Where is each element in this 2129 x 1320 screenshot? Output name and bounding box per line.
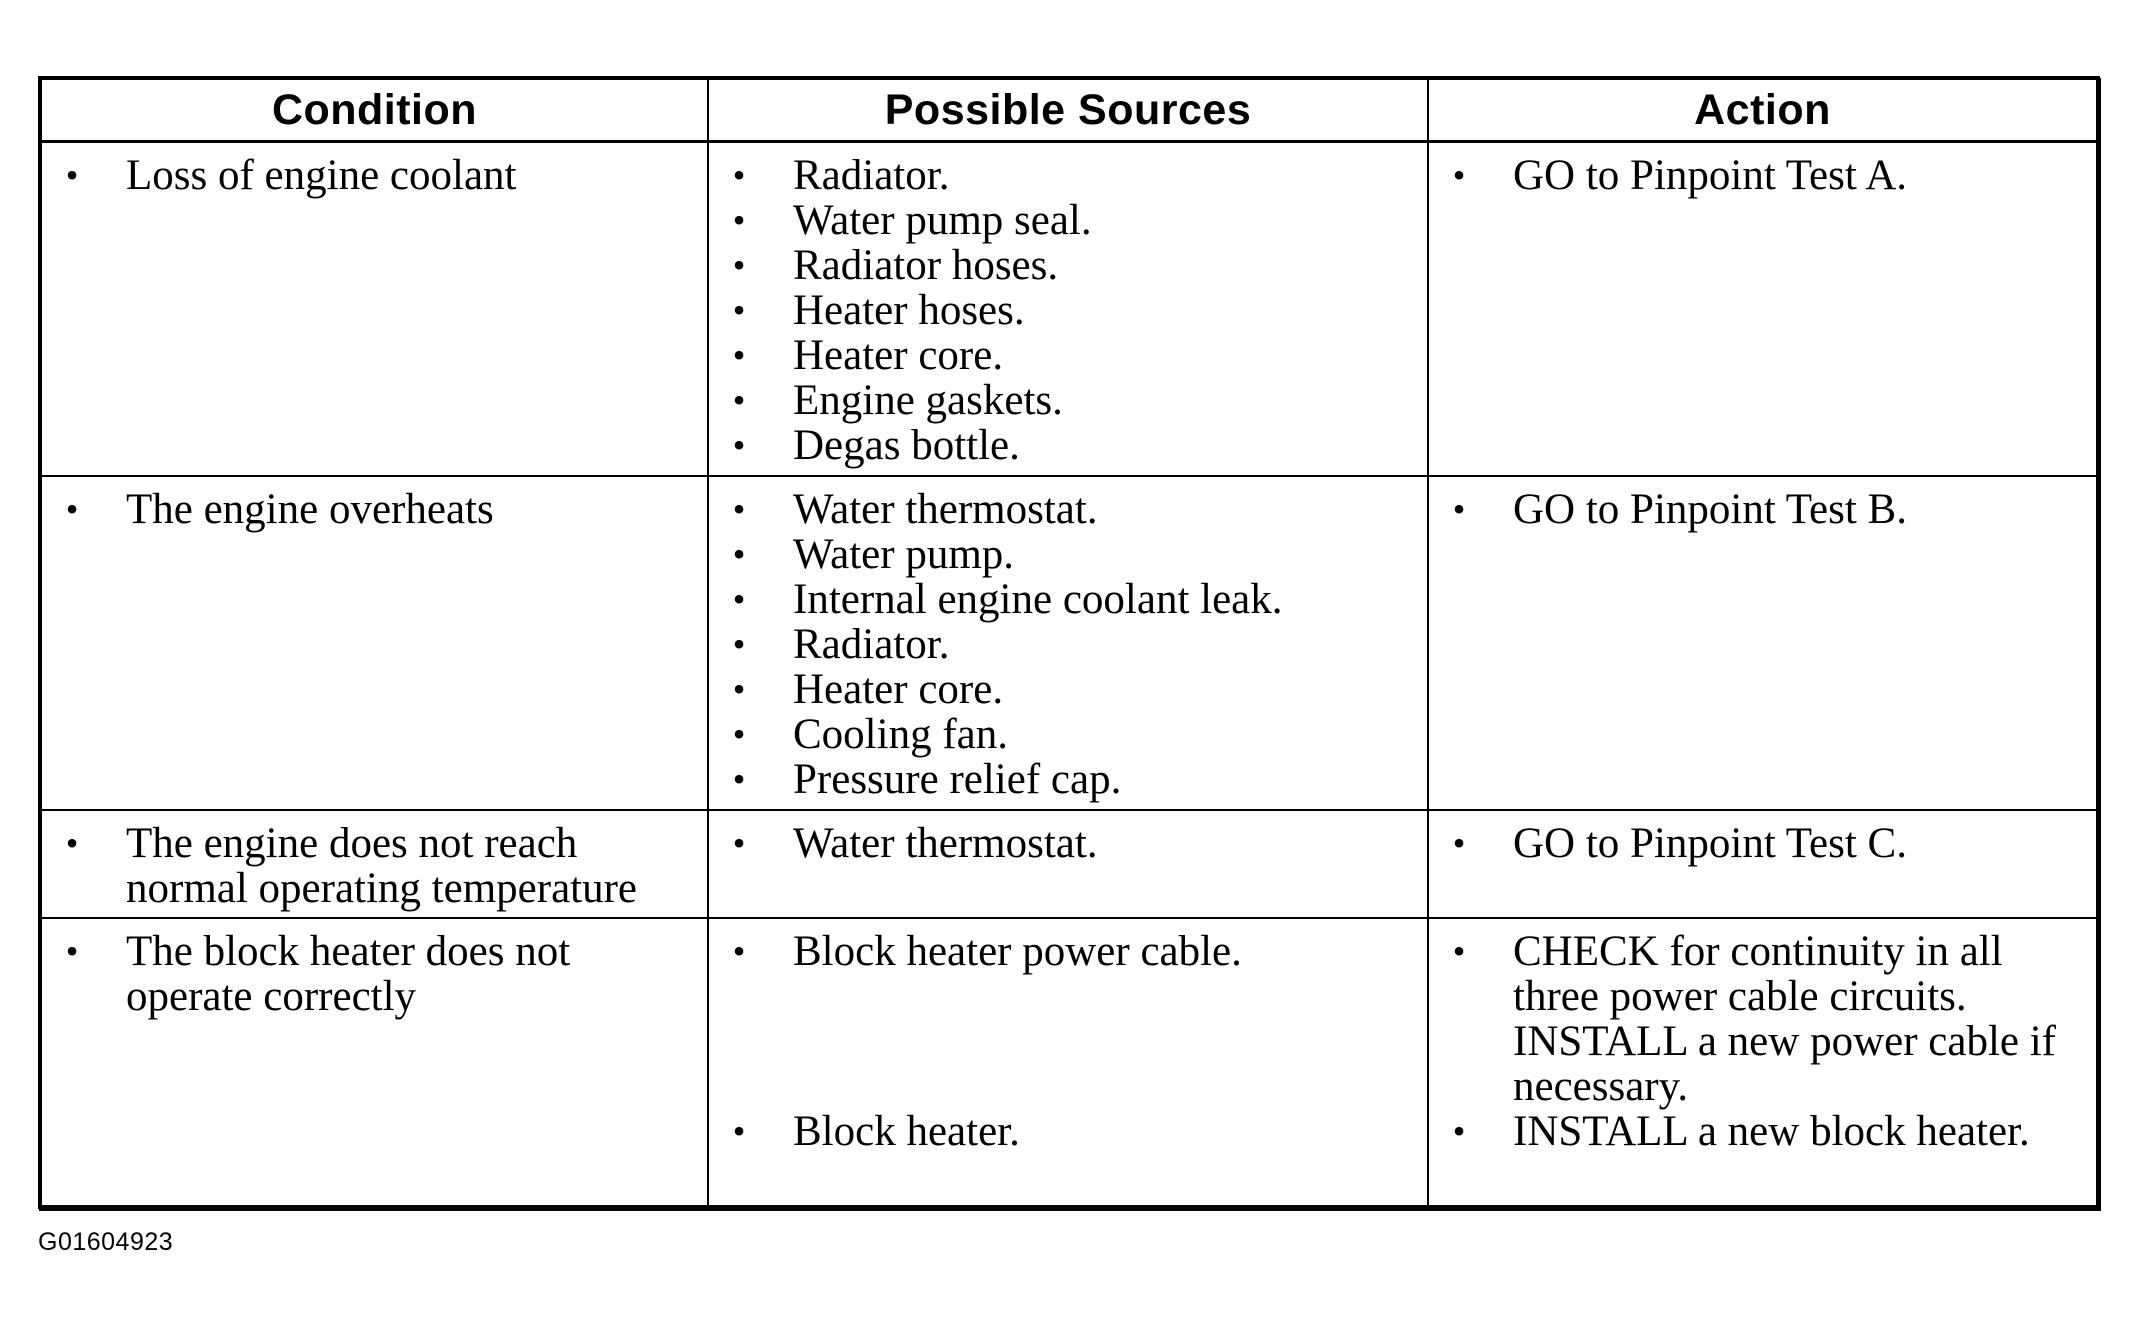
list-item <box>729 667 1417 712</box>
list-item <box>729 757 1417 802</box>
action-cell <box>1428 142 2098 477</box>
bullet-icon: • <box>732 200 746 240</box>
bullet-icon: • <box>65 489 79 529</box>
action-text: INSTALL a new block heater. <box>1513 1108 2030 1155</box>
source-text: Water pump. <box>793 531 1015 578</box>
list-item <box>729 577 1417 622</box>
source-text: Cooling fan. <box>793 711 1008 758</box>
list-item <box>1449 153 2086 198</box>
list-item <box>729 243 1417 288</box>
bullet-icon: • <box>732 534 746 574</box>
bullet-icon: • <box>732 669 746 709</box>
action-cell <box>1428 810 2098 918</box>
list-item <box>729 929 1417 974</box>
source-text: Radiator. <box>793 152 950 199</box>
source-text: Pressure relief cap. <box>793 756 1122 803</box>
condition-text: The engine overheats <box>126 486 494 533</box>
bullet-icon: • <box>732 380 746 420</box>
bullet-icon: • <box>732 155 746 195</box>
sources-cell <box>708 476 1428 810</box>
source-text: Heater hoses. <box>793 287 1025 334</box>
bullet-icon: • <box>1452 1111 1466 1151</box>
list-item <box>62 821 697 911</box>
list-item <box>729 712 1417 757</box>
action-text: CHECK for continuity in all three power cable circuits. INSTALL a new power cable if necessary. <box>1513 928 2057 1110</box>
source-text: Degas bottle. <box>793 422 1020 469</box>
bullet-icon: • <box>732 823 746 863</box>
bullet-icon: • <box>1452 823 1466 863</box>
condition-text: Loss of engine coolant <box>126 152 517 199</box>
source-text: Internal engine coolant leak. <box>793 576 1283 623</box>
bullet-icon: • <box>732 1111 746 1151</box>
list-item <box>729 532 1417 577</box>
list-item <box>729 333 1417 378</box>
source-text: Block heater. <box>793 1108 1020 1155</box>
action-text: GO to Pinpoint Test C. <box>1513 820 1907 867</box>
bullet-icon: • <box>1452 155 1466 195</box>
bullet-icon: • <box>732 245 746 285</box>
condition-text: The block heater does not operate correctly <box>126 928 571 1020</box>
figure-id: G01604923 <box>38 1228 174 1256</box>
bullet-icon: • <box>732 290 746 330</box>
list-item <box>729 153 1417 198</box>
source-text: Water thermostat. <box>793 820 1098 867</box>
bullet-icon: • <box>1452 489 1466 529</box>
list-item <box>729 288 1417 333</box>
list-item <box>1449 821 2086 866</box>
bullet-icon: • <box>732 714 746 754</box>
bullet-icon: • <box>732 579 746 619</box>
source-text: Radiator hoses. <box>793 242 1059 289</box>
table-row <box>40 142 2098 477</box>
sources-cell <box>708 810 1428 918</box>
source-text: Radiator. <box>793 621 950 668</box>
table-header-row <box>40 78 2098 142</box>
diagnosis-table <box>38 76 2100 1209</box>
sources-cell <box>708 918 1428 1207</box>
bullet-icon: • <box>732 335 746 375</box>
list-item <box>729 1109 1417 1154</box>
source-text: Heater core. <box>793 332 1004 379</box>
sources-cell <box>708 142 1428 477</box>
action-text: GO to Pinpoint Test B. <box>1513 486 1907 533</box>
source-text: Block heater power cable. <box>793 928 1242 975</box>
bullet-icon: • <box>732 931 746 971</box>
list-item <box>62 929 697 1019</box>
bullet-icon: • <box>732 489 746 529</box>
action-cell <box>1428 918 2098 1207</box>
list-item <box>729 198 1417 243</box>
bullet-icon: • <box>732 759 746 799</box>
list-item <box>1449 487 2086 532</box>
list-item <box>729 622 1417 667</box>
condition-text: The engine does not reach normal operating temperature <box>126 820 638 912</box>
condition-cell <box>40 476 708 810</box>
list-item <box>729 821 1417 866</box>
bullet-icon: • <box>732 624 746 664</box>
header-condition: Condition <box>40 78 708 142</box>
condition-cell <box>40 810 708 918</box>
source-text: Water thermostat. <box>793 486 1098 533</box>
source-text: Engine gaskets. <box>793 377 1063 424</box>
bullet-icon: • <box>65 823 79 863</box>
table-row <box>40 918 2098 1207</box>
table-row <box>40 810 2098 918</box>
bullet-icon: • <box>1452 931 1466 971</box>
list-item <box>729 378 1417 423</box>
list-item <box>1449 929 2086 1109</box>
list-item <box>1449 1109 2086 1154</box>
list-item <box>729 487 1417 532</box>
condition-cell <box>40 142 708 477</box>
list-item <box>62 487 697 532</box>
source-text: Water pump seal. <box>793 197 1092 244</box>
action-cell <box>1428 476 2098 810</box>
list-item <box>729 423 1417 468</box>
list-item <box>62 153 697 198</box>
header-possible-sources: Possible Sources <box>708 78 1428 142</box>
source-text: Heater core. <box>793 666 1004 713</box>
bullet-icon: • <box>65 155 79 195</box>
condition-cell <box>40 918 708 1207</box>
bullet-icon: • <box>732 425 746 465</box>
table-row <box>40 476 2098 810</box>
header-action: Action <box>1428 78 2098 142</box>
bullet-icon: • <box>65 931 79 971</box>
action-text: GO to Pinpoint Test A. <box>1513 152 1907 199</box>
